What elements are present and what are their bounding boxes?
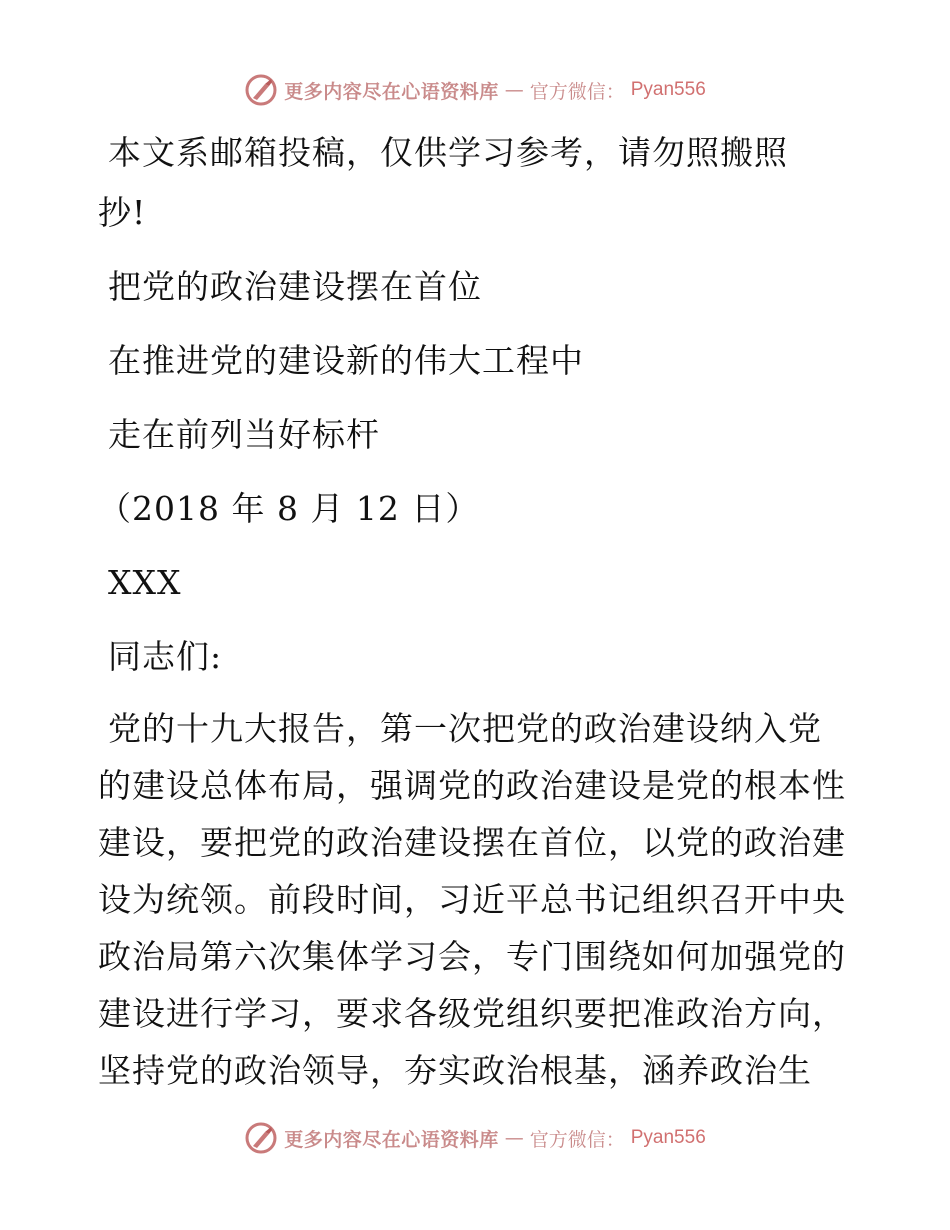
body-line: 建设进行学习，要求各级党组织要把准政治方向， bbox=[98, 994, 846, 1033]
notice-line-2: 抄! bbox=[98, 193, 147, 232]
banner-wechat-label: 官方微信： bbox=[529, 80, 625, 103]
date-line: （2018 年 8 月 12 日） bbox=[98, 489, 480, 528]
title-line-3: 走在前列当好标杆 bbox=[108, 415, 380, 454]
banner-wechat-label: 官方微信： bbox=[529, 1128, 625, 1151]
salutation: 同志们: bbox=[108, 637, 223, 676]
document-body bbox=[98, 120, 858, 1099]
banner-wechat-id: Pyan556 bbox=[630, 1127, 706, 1148]
body-line: 坚持党的政治领导，夯实政治根基，涵养政治生 bbox=[98, 1051, 812, 1090]
body-line: 党的十九大报告，第一次把党的政治建设纳入党 bbox=[108, 709, 822, 748]
body-line: 建设，要把党的政治建设摆在首位，以党的政治建 bbox=[98, 823, 846, 862]
banner-separator: — bbox=[504, 79, 524, 101]
title-line-1: 把党的政治建设摆在首位 bbox=[108, 267, 482, 306]
banner-text: 更多内容尽在心语资料库 bbox=[284, 1128, 499, 1151]
body-line: 设为统领。前段时间，习近平总书记组织召开中央 bbox=[98, 880, 846, 919]
pen-logo-icon bbox=[244, 73, 278, 107]
body-line: 政治局第六次集体学习会，专门围绕如何加强党的 bbox=[98, 937, 846, 976]
title-line-2: 在推进党的建设新的伟大工程中 bbox=[108, 341, 584, 380]
body-paragraph bbox=[98, 700, 853, 1099]
banner-separator: — bbox=[504, 1127, 524, 1149]
banner-text: 更多内容尽在心语资料库 bbox=[284, 80, 499, 103]
author: XXX bbox=[108, 563, 182, 602]
pen-logo-icon bbox=[244, 1121, 278, 1155]
footer-banner bbox=[0, 1118, 950, 1158]
header-banner bbox=[0, 70, 950, 110]
body-line: 的建设总体布局，强调党的政治建设是党的根本性 bbox=[98, 766, 846, 805]
notice-line-1: 本文系邮箱投稿，仅供学习参考，请勿照搬照 bbox=[108, 133, 788, 172]
banner-wechat-id: Pyan556 bbox=[630, 79, 706, 100]
